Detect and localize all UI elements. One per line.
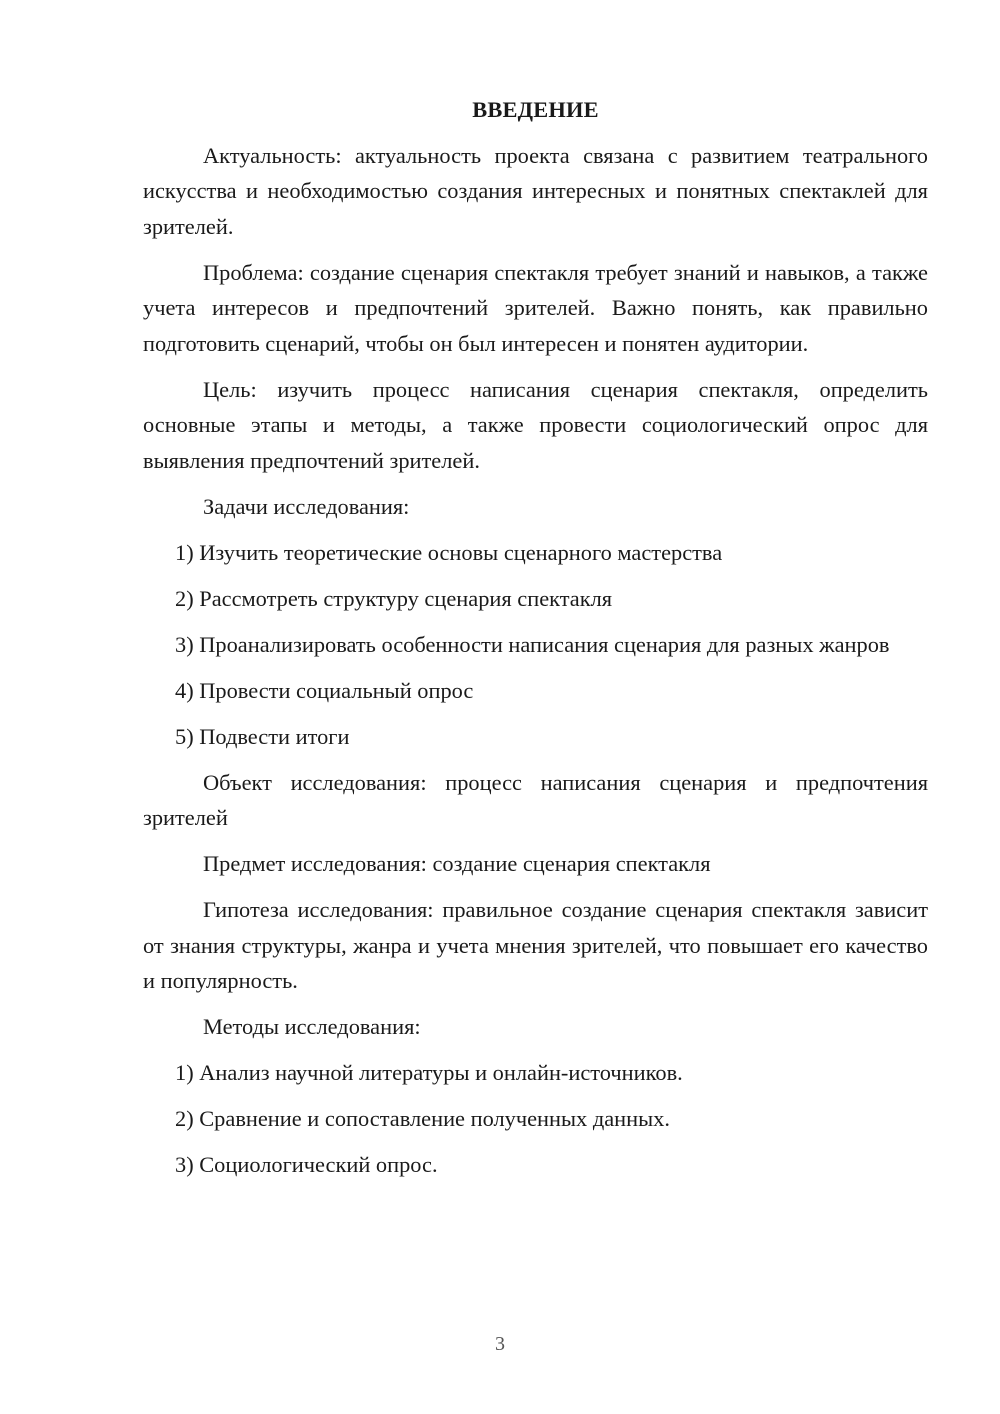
methods-heading: Методы исследования: xyxy=(203,1014,421,1039)
list-item: 5) Подвести итоги xyxy=(175,723,350,749)
page-number: 3 xyxy=(495,1333,505,1355)
list-item: 2) Рассмотреть структуру сценария спектакля xyxy=(175,585,613,611)
list-item: 1) Изучить теоретические основы сценарного мастерства xyxy=(175,539,723,565)
list-item: 4) Провести социальный опрос xyxy=(175,677,474,703)
problem-paragraph: Проблема: создание сценария спектакля требует знаний и навыков, а также учета интересов и предпочтений зрителей. Важно понять, как правильно подготовить сценарий, чтобы он был интересен и понятен аудитории. xyxy=(143,259,928,356)
list-item: 3) Проанализировать особенности написания сценария для разных жанров xyxy=(175,631,890,657)
hypothesis-paragraph: Гипотеза исследования: правильное создание сценария спектакля зависит от знания структуры, жанра и учета мнения зрителей, что повышает его качество и популярность. xyxy=(143,897,928,993)
relevance-paragraph: Актуальность: актуальность проекта связана с развитием театрального искусства и необходимостью создания интересных и понятных спектаклей для зрителей. xyxy=(143,142,928,239)
page-content xyxy=(143,92,928,1193)
methods-list xyxy=(143,1055,928,1183)
list-item: 3) Социологический опрос. xyxy=(175,1152,438,1177)
subject-paragraph: Предмет исследования: создание сценария спектакля xyxy=(203,851,711,876)
object-paragraph: Объект исследования: процесс написания сценария и предпочтения зрителей xyxy=(143,769,928,830)
tasks-list xyxy=(143,535,928,755)
list-item: 1) Анализ научной литературы и онлайн-источников. xyxy=(175,1060,683,1085)
section-title: ВВЕДЕНИЕ xyxy=(472,97,599,122)
goal-paragraph: Цель: изучить процесс написания сценария спектакля, определить основные этапы и методы, а также провести социологический опрос для выявления предпочтений зрителей. xyxy=(143,376,928,473)
tasks-heading: Задачи исследования: xyxy=(203,493,410,519)
list-item: 2) Сравнение и сопоставление полученных данных. xyxy=(175,1106,670,1131)
